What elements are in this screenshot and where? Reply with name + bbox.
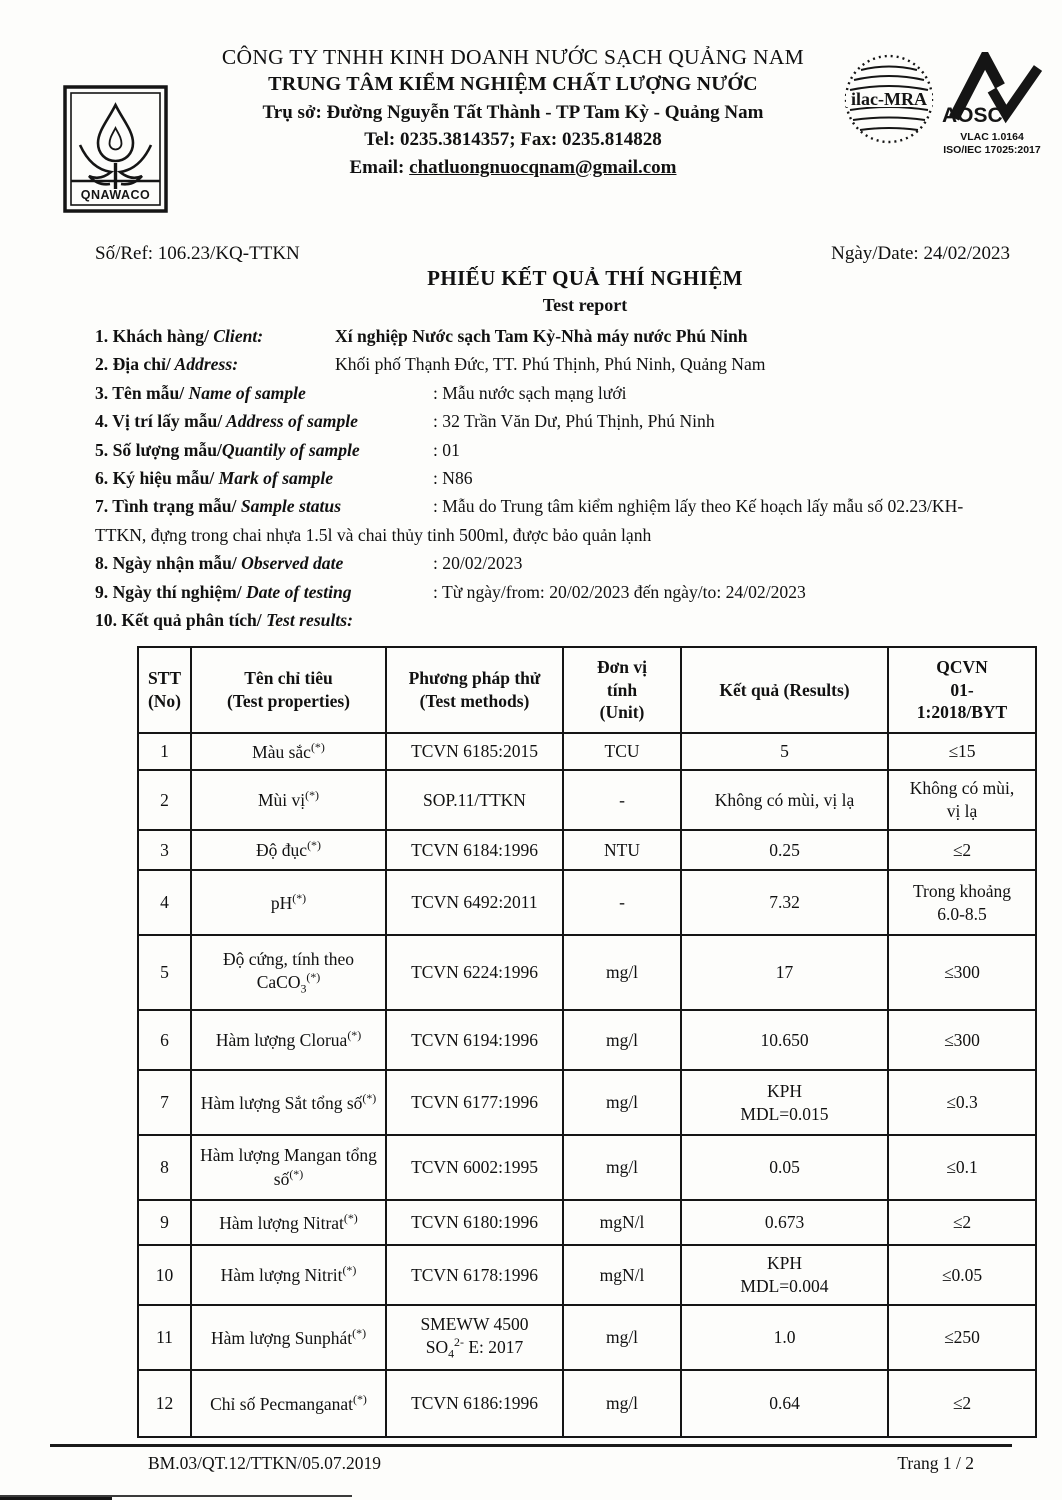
info-label: 10. Kết quả phân tích/ Test results: [95, 610, 353, 631]
cell-property: Độ đục(*) [191, 830, 386, 870]
info-item [95, 492, 1011, 549]
table-row [138, 733, 1036, 770]
cell-unit: mgN/l [563, 1200, 681, 1245]
cell-limit: ≤0.1 [888, 1135, 1036, 1200]
cell-no: 12 [138, 1370, 191, 1437]
cell-property: Hàm lượng Clorua(*) [191, 1010, 386, 1070]
cell-limit: ≤300 [888, 1010, 1036, 1070]
info-item [95, 379, 1011, 407]
table-row [138, 935, 1036, 1010]
results-table [137, 646, 1037, 1438]
cell-limit: ≤2 [888, 1370, 1036, 1437]
ilac-mra-logo [843, 53, 935, 148]
cell-unit: - [563, 870, 681, 935]
info-item [95, 350, 1011, 378]
cell-limit: Trong khoảng 6.0-8.5 [888, 870, 1036, 935]
info-label: 1. Khách hàng/ Client: [95, 326, 264, 346]
table-row [138, 1245, 1036, 1305]
page-number: Trang 1 / 2 [897, 1453, 974, 1473]
cell-result: Không có mùi, vị lạ [681, 770, 888, 830]
info-item [95, 606, 1011, 634]
cell-result: 0.64 [681, 1370, 888, 1437]
info-label: 8. Ngày nhận mẫu/ Observed date [95, 553, 344, 574]
cell-property: Chỉ số Pecmanganat(*) [191, 1370, 386, 1437]
cell-no: 4 [138, 870, 191, 935]
cell-unit: NTU [563, 830, 681, 870]
column-header: Đơn vị tính (Unit) [563, 647, 681, 733]
table-row [138, 870, 1036, 935]
water-drop-icon [98, 105, 133, 161]
cell-property: Hàm lượng Nitrat(*) [191, 1200, 386, 1245]
cell-result: KPH MDL=0.004 [681, 1245, 888, 1305]
cell-unit: mg/l [563, 1070, 681, 1135]
info-label: 4. Vị trí lấy mẫu/ Address of sample [95, 411, 358, 432]
cell-no: 6 [138, 1010, 191, 1070]
info-value: : Mẫu do Trung tâm kiểm nghiệm lấy theo Kế hoạch lấy mẫu số 02.23/KH-TTKN, đựng trong chai nhựa 1.5l và chai thủy tinh 500ml, được bảo quản lạnh [95, 496, 964, 545]
cell-result: 0.673 [681, 1200, 888, 1245]
cell-unit: mg/l [563, 935, 681, 1010]
aosc-check-icon [940, 52, 1045, 126]
column-header: Kết quả (Results) [681, 647, 888, 733]
cell-property: Hàm lượng Mangan tổng số(*) [191, 1135, 386, 1200]
info-item [95, 322, 1011, 350]
info-value: : 20/02/2023 [433, 553, 523, 574]
cell-no: 10 [138, 1245, 191, 1305]
footer-rule [50, 1444, 1012, 1447]
column-header: Tên chỉ tiêu (Test properties) [191, 647, 386, 733]
report-date: Ngày/Date: 24/02/2023 [831, 243, 1010, 264]
aosc-cert-standard: ISO/IEC 17025:2017 [943, 144, 1041, 156]
info-value: Khối phố Thạnh Đức, TT. Phú Thịnh, Phú Ninh, Quảng Nam [335, 354, 766, 375]
phone-line: Tel: 0235.3814357; Fax: 0235.814828 [364, 129, 662, 151]
column-header: Phương pháp thử (Test methods) [386, 647, 563, 733]
ref-number: Số/Ref: 106.23/KQ-TTKN [95, 243, 300, 264]
cell-result: 0.05 [681, 1135, 888, 1200]
table-body [138, 733, 1036, 1437]
info-value: : N86 [433, 468, 473, 489]
info-value: : 32 Trần Văn Dư, Phú Thịnh, Phú Ninh [433, 411, 715, 432]
info-label: 3. Tên mẫu/ Name of sample [95, 382, 306, 403]
cell-method: TCVN 6002:1995 [386, 1135, 563, 1200]
ref-row [95, 243, 1010, 265]
cell-no: 3 [138, 830, 191, 870]
report-title: PHIẾU KẾT QUẢ THÍ NGHIỆM [427, 266, 743, 290]
cell-unit: mg/l [563, 1370, 681, 1437]
cell-limit: ≤250 [888, 1305, 1036, 1370]
cell-no: 7 [138, 1070, 191, 1135]
info-label: 2. Địa chỉ/ Address: [95, 354, 239, 375]
letterhead [168, 44, 858, 181]
cell-unit: mg/l [563, 1305, 681, 1370]
info-value: Xí nghiệp Nước sạch Tam Kỳ-Nhà máy nước Phú Ninh [335, 326, 748, 346]
table-row [138, 830, 1036, 870]
cell-method: SMEWW 4500 $SO_4^{2-}$ E: 2017 [386, 1305, 563, 1370]
email-address: chatluongnuocqnam@gmail.com [409, 156, 677, 178]
cell-method: TCVN 6178:1996 [386, 1245, 563, 1305]
cell-unit: mgN/l [563, 1245, 681, 1305]
info-label: 6. Ký hiệu mẫu/ Mark of sample [95, 468, 334, 489]
table-row [138, 1370, 1036, 1437]
cell-property: Hàm lượng Nitrit(*) [191, 1245, 386, 1305]
cell-method: TCVN 6177:1996 [386, 1070, 563, 1135]
cell-method: SOP.11/TTKN [386, 770, 563, 830]
info-value: : 01 [433, 439, 460, 460]
email-line [168, 154, 858, 181]
seal-text: QNAWACO [80, 188, 151, 202]
cell-property: Hàm lượng Sunphát(*) [191, 1305, 386, 1370]
info-item [95, 436, 1011, 464]
cell-no: 2 [138, 770, 191, 830]
company-name: CÔNG TY TNHH KINH DOANH NƯỚC SẠCH QUẢNG NAM [221, 45, 805, 69]
cell-limit: ≤15 [888, 733, 1036, 770]
info-item [95, 407, 1011, 435]
cell-limit: ≤0.05 [888, 1245, 1036, 1305]
doc-code: BM.03/QT.12/TTKN/05.07.2019 [148, 1453, 382, 1473]
table-row [138, 1305, 1036, 1370]
cell-limit: Không có mùi, vị lạ [888, 770, 1036, 830]
cell-result: KPH MDL=0.015 [681, 1070, 888, 1135]
cell-method: TCVN 6185:2015 [386, 733, 563, 770]
center-name: TRUNG TÂM KIỂM NGHIỆM CHẤT LƯỢNG NƯỚC [268, 73, 758, 96]
aosc-cert-number: VLAC 1.0164 [960, 131, 1024, 143]
info-label: 9. Ngày thí nghiệm/ Date of testing [95, 581, 352, 602]
address-line: Trụ sở: Đường Nguyễn Tất Thành - TP Tam Kỳ - Quảng Nam [262, 101, 764, 123]
table-row [138, 1200, 1036, 1245]
cell-method: TCVN 6186:1996 [386, 1370, 563, 1437]
cell-unit: TCU [563, 733, 681, 770]
column-header: QCVN 01- 1:2018/BYT [888, 647, 1036, 733]
cell-method: TCVN 6184:1996 [386, 830, 563, 870]
aosc-text: AOSC [941, 104, 1003, 126]
cell-method: TCVN 6492:2011 [386, 870, 563, 935]
info-label: 7. Tình trạng mẫu/ Sample status [95, 496, 342, 517]
sample-info-list [95, 322, 1011, 634]
table-row [138, 770, 1036, 830]
cell-no: 9 [138, 1200, 191, 1245]
email-label: Email: [349, 156, 410, 178]
cell-method: TCVN 6194:1996 [386, 1010, 563, 1070]
cell-property: Màu sắc(*) [191, 733, 386, 770]
info-item [95, 549, 1011, 577]
cell-unit: - [563, 770, 681, 830]
cell-limit: ≤0.3 [888, 1070, 1036, 1135]
cell-result: 7.32 [681, 870, 888, 935]
table-row [138, 1010, 1036, 1070]
cell-result: 5 [681, 733, 888, 770]
cell-property: pH(*) [191, 870, 386, 935]
cell-no: 1 [138, 733, 191, 770]
cell-no: 8 [138, 1135, 191, 1200]
cell-method: TCVN 6180:1996 [386, 1200, 563, 1245]
aosc-logo [938, 52, 1046, 157]
cell-result: 0.25 [681, 830, 888, 870]
table-head [138, 647, 1036, 733]
header-row [138, 647, 1036, 733]
column-header: STT (No) [138, 647, 191, 733]
scan-artifact-line-thin [0, 1495, 352, 1497]
info-item [95, 464, 1011, 492]
report-subtitle: Test report [542, 295, 628, 315]
info-value: : Mẫu nước sạch mạng lưới [433, 382, 627, 403]
cell-property: Mùi vị(*) [191, 770, 386, 830]
info-item [95, 578, 1011, 606]
cell-unit: mg/l [563, 1135, 681, 1200]
cell-property: Độ cứng, tính theo CaCO$_3$(*) [191, 935, 386, 1010]
cell-no: 11 [138, 1305, 191, 1370]
cell-result: 10.650 [681, 1010, 888, 1070]
info-label: 5. Số lượng mẫu/Quantily of sample [95, 439, 360, 460]
table-row [138, 1135, 1036, 1200]
cell-method: TCVN 6224:1996 [386, 935, 563, 1010]
cell-result: 1.0 [681, 1305, 888, 1370]
cell-result: 17 [681, 935, 888, 1010]
table-row [138, 1070, 1036, 1135]
cell-unit: mg/l [563, 1010, 681, 1070]
cell-property: Hàm lượng Sắt tổng số(*) [191, 1070, 386, 1135]
cell-limit: ≤2 [888, 1200, 1036, 1245]
info-value: : Từ ngày/from: 20/02/2023 đến ngày/to: 24/02/2023 [433, 581, 806, 602]
cell-limit: ≤300 [888, 935, 1036, 1010]
cell-no: 5 [138, 935, 191, 1010]
ilac-mra-text: ilac-MRA [851, 89, 927, 109]
qnawaco-seal-logo [63, 85, 168, 213]
cell-limit: ≤2 [888, 830, 1036, 870]
